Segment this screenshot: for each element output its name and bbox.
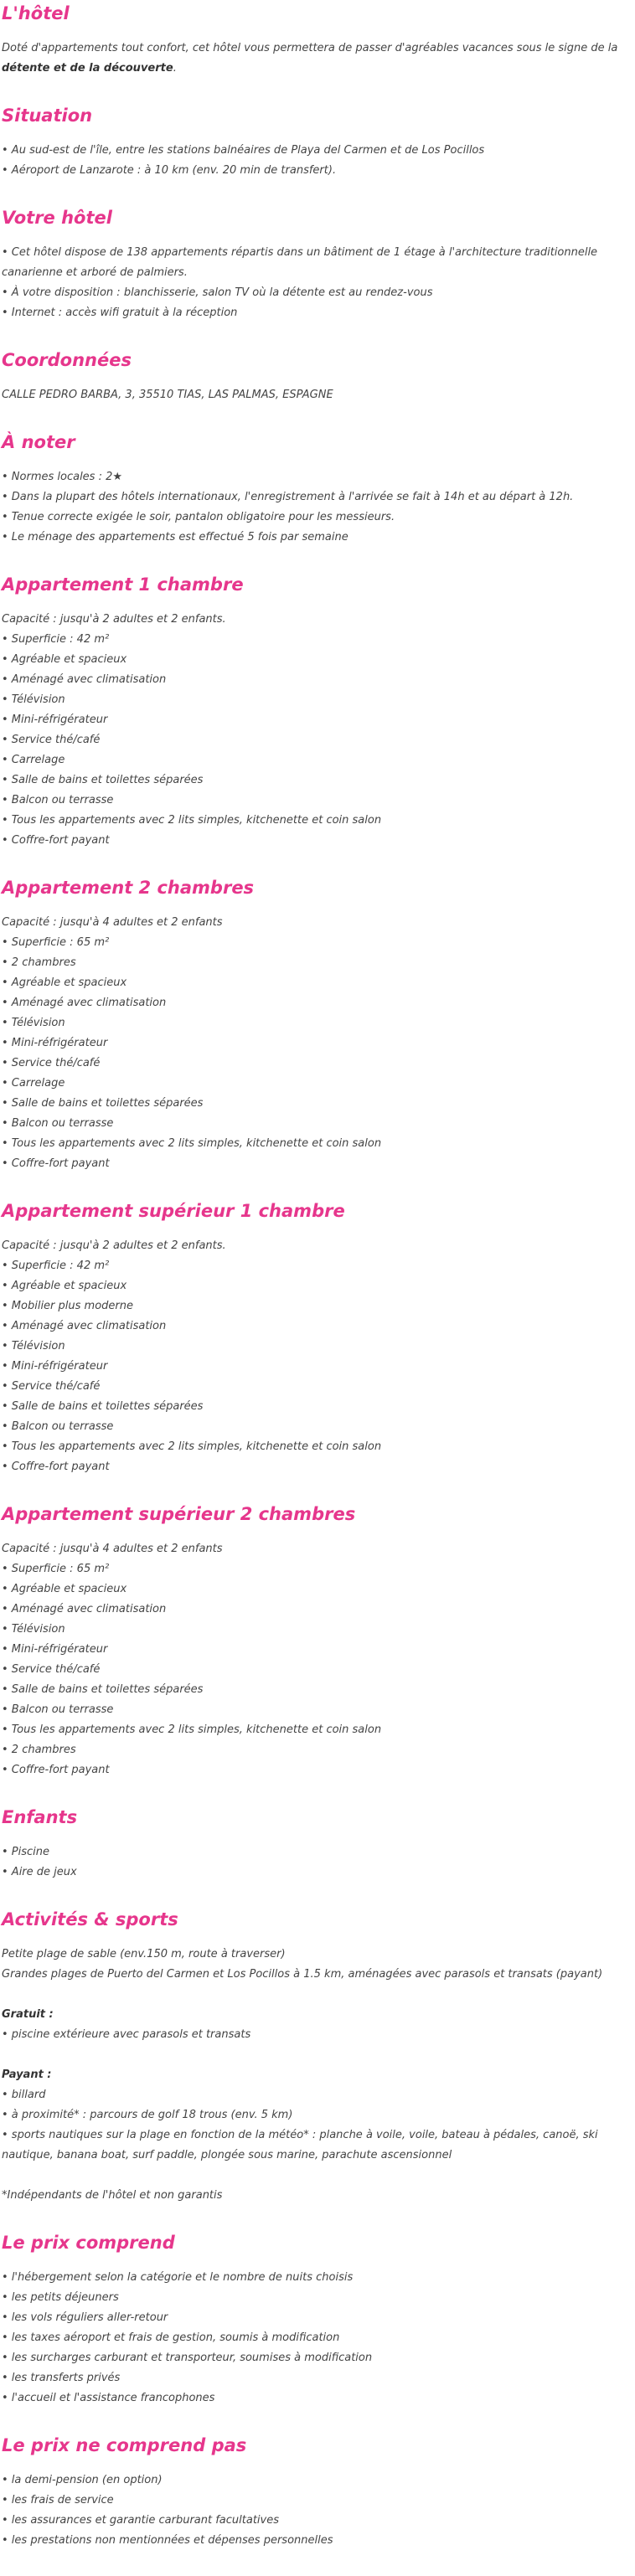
list-item: • Mini-réfrigérateur xyxy=(2,714,108,726)
list-item: • les surcharges carburant et transporteur, soumises à modification xyxy=(2,2352,373,2364)
list-item: • Service thé/café xyxy=(2,1380,101,1393)
section-le-prix-comprend xyxy=(2,2231,628,2409)
section-title: Appartement 2 chambres xyxy=(2,878,255,898)
text-line: Capacité : jusqu'à 2 adultes et 2 enfants. xyxy=(2,1239,226,1252)
list-item: • Tous les appartements avec 2 lits simples, kitchenette et coin salon xyxy=(2,814,382,827)
list-item: • Superficie : 42 m² xyxy=(2,633,110,646)
text-line: Petite plage de sable (env.150 m, route à traverser) xyxy=(2,1948,286,1960)
list-item: • Balcon ou terrasse xyxy=(2,794,114,806)
list-item: • Télévision xyxy=(2,1623,65,1636)
list-item: • à proximité* : parcours de golf 18 trous (env. 5 km) xyxy=(2,2109,293,2121)
list-item: • Internet : accès wifi gratuit à la réception xyxy=(2,307,238,319)
list-item: • Tous les appartements avec 2 lits simples, kitchenette et coin salon xyxy=(2,1137,382,1150)
section-activites-sports xyxy=(2,1908,628,2206)
section-body xyxy=(2,2470,628,2551)
list-item: • piscine extérieure avec parasols et transats xyxy=(2,2028,251,2041)
list-item: • les prestations non mentionnées et dépenses personnelles xyxy=(2,2534,333,2547)
section-appartement-2-chambres xyxy=(2,876,628,1174)
text-line: Capacité : jusqu'à 4 adultes et 2 enfants xyxy=(2,916,223,929)
list-item: • Service thé/café xyxy=(2,734,101,746)
list-item: • Carrelage xyxy=(2,754,65,766)
list-item: • Agréable et spacieux xyxy=(2,1280,127,1292)
list-item: • l'hébergement selon la catégorie et le nombre de nuits choisis xyxy=(2,2271,354,2284)
list-item: • Balcon ou terrasse xyxy=(2,1703,114,1716)
list-item: • Mobilier plus moderne xyxy=(2,1300,133,1312)
list-item: • Aéroport de Lanzarote : à 10 km (env. 20 min de transfert). xyxy=(2,164,337,177)
spacer xyxy=(2,2166,628,2186)
list-item: • Au sud-est de l'île, entre les stations balnéaires de Playa del Carmen et de Los Pocillos xyxy=(2,144,485,157)
section-title: Enfants xyxy=(2,1807,78,1827)
list-item: • Télévision xyxy=(2,1017,65,1029)
list-item: • Balcon ou terrasse xyxy=(2,1420,114,1433)
list-item: • Aire de jeux xyxy=(2,1866,77,1878)
emphasis-text: Gratuit : xyxy=(2,2008,54,2021)
section-title: Appartement 1 chambre xyxy=(2,574,244,595)
section-votre-hotel xyxy=(2,206,628,323)
section-body xyxy=(2,467,628,548)
section-title: Activités & sports xyxy=(2,1909,178,1929)
list-item: • Piscine xyxy=(2,1846,50,1858)
section-a-noter xyxy=(2,430,628,548)
list-item: • Tenue correcte exigée le soir, pantalon obligatoire pour les messieurs. xyxy=(2,511,395,523)
list-item: • les petits déjeuners xyxy=(2,2291,119,2304)
text-line: Capacité : jusqu'à 2 adultes et 2 enfants. xyxy=(2,613,226,626)
section-body xyxy=(2,1236,628,1477)
list-item: • Superficie : 65 m² xyxy=(2,936,110,949)
emphasis-text: détente et de la découverte xyxy=(2,62,173,75)
section-title: Situation xyxy=(2,106,93,126)
list-item: • À votre disposition : blanchisserie, salon TV où la détente est au rendez-vous xyxy=(2,286,433,299)
section-body xyxy=(2,1945,628,2206)
list-item: • Mini-réfrigérateur xyxy=(2,1643,108,1656)
section-title: Le prix ne comprend pas xyxy=(2,2435,247,2455)
list-item: • sports nautiques sur la plage en fonction de la météo* : planche à voile, voile, bateau à pédales, canoë, ski nautique, banana boat, surf paddle, plongée sous marine, parachute ascensionnel xyxy=(2,2129,598,2161)
spacer xyxy=(2,2045,628,2065)
section-appartement-superieur-1-chambre xyxy=(2,1199,628,1477)
section-l-hotel xyxy=(2,2,628,79)
section-title: Votre hôtel xyxy=(2,208,112,228)
list-item: • Le ménage des appartements est effectué 5 fois par semaine xyxy=(2,531,348,544)
section-title: Appartement supérieur 1 chambre xyxy=(2,1201,345,1221)
list-item: • Télévision xyxy=(2,693,65,706)
list-item: • les transferts privés xyxy=(2,2372,121,2384)
text-line xyxy=(2,2005,628,2025)
list-item: • Superficie : 65 m² xyxy=(2,1563,110,1575)
list-item: • Aménagé avec climatisation xyxy=(2,1320,167,1332)
section-title: Coordonnées xyxy=(2,350,132,370)
section-title: Le prix comprend xyxy=(2,2233,175,2253)
list-item: • les taxes aéroport et frais de gestion, soumis à modification xyxy=(2,2331,340,2344)
section-body xyxy=(2,385,628,405)
list-item: • Superficie : 42 m² xyxy=(2,1260,110,1272)
list-item: • 2 chambres xyxy=(2,956,76,969)
list-item: • Carrelage xyxy=(2,1077,65,1090)
section-body xyxy=(2,610,628,851)
section-body xyxy=(2,1539,628,1780)
text-line: CALLE PEDRO BARBA, 3, 35510 TIAS, LAS PALMAS, ESPAGNE xyxy=(2,389,333,401)
list-item: • Mini-réfrigérateur xyxy=(2,1037,108,1049)
list-item: • Cet hôtel dispose de 138 appartements répartis dans un bâtiment de 1 étage à l'architecture traditionnelle canarienne et arboré de palmiers. xyxy=(2,246,598,279)
list-item: • Tous les appartements avec 2 lits simples, kitchenette et coin salon xyxy=(2,1440,382,1453)
list-item: • Agréable et spacieux xyxy=(2,1583,127,1595)
list-item: • Mini-réfrigérateur xyxy=(2,1360,108,1373)
spacer xyxy=(2,1985,628,2005)
list-item: • les frais de service xyxy=(2,2494,114,2506)
emphasis-text: Payant : xyxy=(2,2069,52,2081)
list-item: • billard xyxy=(2,2089,46,2101)
list-item: • la demi-pension (en option) xyxy=(2,2474,163,2486)
section-body xyxy=(2,141,628,181)
list-item: • Salle de bains et toilettes séparées xyxy=(2,774,204,786)
section-le-prix-ne-comprend-pas xyxy=(2,2434,628,2551)
list-item: • Coffre-fort payant xyxy=(2,1461,110,1473)
list-item: • Agréable et spacieux xyxy=(2,976,127,989)
text-segment: Doté d'appartements tout confort, cet hôtel vous permettera de passer d'agréables vacances sous le signe de la xyxy=(2,42,618,54)
list-item: • l'accueil et l'assistance francophones xyxy=(2,2392,215,2404)
section-enfants xyxy=(2,1806,628,1883)
text-line xyxy=(2,2065,628,2085)
section-appartement-1-chambre xyxy=(2,573,628,851)
list-item: • les assurances et garantie carburant facultatives xyxy=(2,2514,280,2527)
list-item: • Aménagé avec climatisation xyxy=(2,673,167,686)
section-coordonnees xyxy=(2,348,628,405)
section-situation xyxy=(2,104,628,181)
list-item: • Agréable et spacieux xyxy=(2,653,127,666)
section-body xyxy=(2,913,628,1174)
section-body xyxy=(2,243,628,323)
list-item: • Coffre-fort payant xyxy=(2,1764,110,1776)
section-title: L'hôtel xyxy=(2,3,70,23)
list-item: • Balcon ou terrasse xyxy=(2,1117,114,1130)
text-line xyxy=(2,39,628,79)
list-item: • Coffre-fort payant xyxy=(2,1157,110,1170)
list-item: • Salle de bains et toilettes séparées xyxy=(2,1683,204,1696)
text-line: Grandes plages de Puerto del Carmen et Los Pocillos à 1.5 km, aménagées avec parasols et transats (payant) xyxy=(2,1968,603,1981)
section-body xyxy=(2,1842,628,1883)
text-segment: . xyxy=(173,62,177,75)
list-item: • Service thé/café xyxy=(2,1057,101,1069)
list-item: • Service thé/café xyxy=(2,1663,101,1676)
section-title: Appartement supérieur 2 chambres xyxy=(2,1504,356,1524)
list-item: • Normes locales : 2★ xyxy=(2,471,123,483)
list-item: • Coffre-fort payant xyxy=(2,834,110,847)
section-body xyxy=(2,2268,628,2409)
section-body xyxy=(2,39,628,79)
text-line: Capacité : jusqu'à 4 adultes et 2 enfants xyxy=(2,1543,223,1555)
list-item: • Tous les appartements avec 2 lits simples, kitchenette et coin salon xyxy=(2,1723,382,1736)
list-item: • Salle de bains et toilettes séparées xyxy=(2,1400,204,1413)
list-item: • Aménagé avec climatisation xyxy=(2,1603,167,1615)
list-item: • Salle de bains et toilettes séparées xyxy=(2,1097,204,1110)
section-title: À noter xyxy=(2,432,75,452)
list-item: • 2 chambres xyxy=(2,1744,76,1756)
text-line: *Indépendants de l'hôtel et non garantis xyxy=(2,2189,223,2202)
list-item: • les vols réguliers aller-retour xyxy=(2,2311,168,2324)
list-item: • Aménagé avec climatisation xyxy=(2,997,167,1009)
list-item: • Dans la plupart des hôtels internationaux, l'enregistrement à l'arrivée se fait à 14h et au départ à 12h. xyxy=(2,491,574,503)
list-item: • Télévision xyxy=(2,1340,65,1352)
section-appartement-superieur-2-chambres xyxy=(2,1502,628,1780)
